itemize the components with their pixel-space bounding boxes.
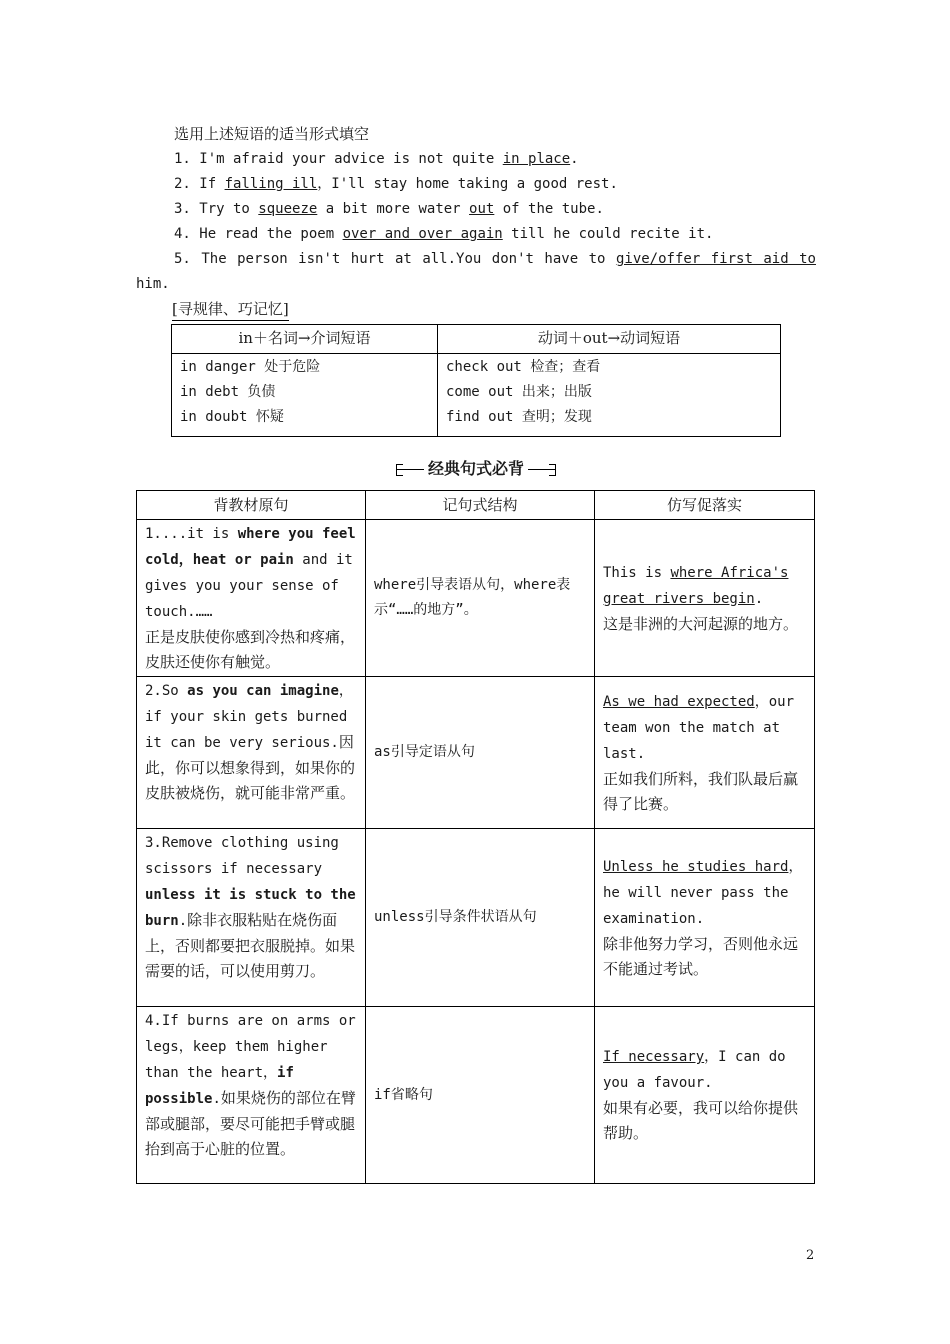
answer-blank: over and over again <box>342 226 503 242</box>
rules-col1-header: in＋名词→介词短语 <box>172 325 438 354</box>
list-item: check out 检查；查看 <box>446 359 601 375</box>
list-item: in doubt 怀疑 <box>180 409 284 425</box>
original-sentence-cell <box>137 677 366 829</box>
imitation-cell <box>595 1007 815 1184</box>
sentence-text: ，our team won the match at last. <box>603 693 795 762</box>
exercise-item-5 <box>136 247 816 297</box>
rules-col2-header: 动词＋out→动词短语 <box>438 325 781 354</box>
sentence-text: . <box>754 590 764 607</box>
sentence-table <box>136 490 815 1184</box>
table-row <box>137 677 815 829</box>
table-row <box>137 520 815 677</box>
structure-cell: unless引导条件状语从句 <box>366 829 595 1007</box>
item-text: 3. Try to <box>174 201 259 217</box>
answer-blank: where Africa's great rivers begin <box>603 564 789 607</box>
table-row <box>137 829 815 1007</box>
fill-in-exercise <box>136 122 816 297</box>
item-text: 1. I'm afraid your advice is not quite <box>174 151 503 167</box>
item-text: 4. He read the poem <box>174 226 343 242</box>
exercise-item-1 <box>136 147 816 172</box>
translation: 正是皮肤使你感到冷热和疼痛，皮肤还使你有触觉。 <box>145 628 356 671</box>
translation: 除非衣服粘贴在烧伤面上，否则都要把衣服脱掉。如果需要的话，可以使用剪刀。 <box>145 911 356 980</box>
sentence-text: . <box>178 913 188 929</box>
sentence-text: This is <box>603 564 671 581</box>
key-pattern: where you feel cold，heat or pain <box>145 526 356 568</box>
exercise-item-3 <box>136 197 816 222</box>
list-item: in danger 处于危险 <box>180 359 321 375</box>
imitation-cell <box>595 677 815 829</box>
list-item: in debt 负债 <box>180 384 276 400</box>
list-item: come out 出来；出版 <box>446 384 592 400</box>
sentence-text: ，he will never pass the examination. <box>603 858 803 927</box>
item-text: him. <box>136 276 170 292</box>
banner-title: 经典句式必背 <box>424 459 528 478</box>
sentence-text: and it gives you your sense of touch.…… <box>145 552 353 620</box>
item-text: ，I'll stay home taking a good rest. <box>317 176 618 192</box>
key-pattern: unless it is stuck to the burn <box>145 887 356 929</box>
sentence-text: 2.So <box>145 683 188 699</box>
exercise-item-2 <box>136 172 816 197</box>
translation: 这是非洲的大河起源的地方。 <box>603 614 799 633</box>
item-text: 2. If <box>174 176 225 192</box>
sent-header-imitate: 仿写促落实 <box>595 491 815 520</box>
imitation-cell <box>595 829 815 1007</box>
list-item: find out 查明；发现 <box>446 409 592 425</box>
rules-heading: [寻规律、巧记忆] <box>172 298 289 321</box>
imitation-cell <box>595 520 815 677</box>
translation: 除非他努力学习，否则他永远不能通过考试。 <box>603 934 799 978</box>
answer-blank: in place <box>502 151 571 167</box>
key-pattern: as you can imagine <box>187 683 339 699</box>
translation: 因此，你可以想象得到，如果你的皮肤被烧伤，就可能非常严重。 <box>145 733 356 802</box>
sent-header-structure: 记句式结构 <box>366 491 595 520</box>
answer-blank: give/offer first aid to <box>615 251 816 267</box>
rules-col1-cell <box>172 354 438 437</box>
phrase-rules-table <box>171 324 781 437</box>
rules-col2-cell <box>438 354 781 437</box>
key-pattern: if possible <box>145 1065 294 1107</box>
structure-cell: if省略句 <box>366 1007 595 1184</box>
table-row <box>137 1007 815 1184</box>
translation: 如果烧伤的部位在臂部或腿部，要尽可能把手臂或腿抬到高于心脏的位置。 <box>145 1089 356 1158</box>
answer-blank: Unless he studies hard <box>603 858 789 875</box>
translation: 正如我们所料，我们队最后赢得了比赛。 <box>603 769 799 813</box>
original-sentence-cell <box>137 829 366 1007</box>
item-text: till he could recite it. <box>502 226 714 242</box>
original-sentence-cell <box>137 1007 366 1184</box>
original-sentence-cell <box>137 520 366 677</box>
section-banner <box>396 457 556 481</box>
structure-cell: as引导定语从句 <box>366 677 595 829</box>
sentence-text: ，I can do you a favour. <box>603 1049 786 1091</box>
answer-blank: squeeze <box>258 201 318 217</box>
sentence-text: 1....it is <box>145 526 238 542</box>
sentence-text: . <box>212 1091 221 1107</box>
item-text: 5. The person isn't hurt at all.You don't have to <box>174 251 616 267</box>
page-number: 2 <box>806 1248 815 1263</box>
banner-right-bracket <box>549 464 556 476</box>
answer-blank: out <box>469 201 495 217</box>
translation: 如果有必要，我可以给你提供帮助。 <box>603 1099 799 1142</box>
sentence-text: 3.Remove clothing using scissors if necessary <box>145 835 339 877</box>
exercise-heading: 选用上述短语的适当形式填空 <box>174 125 370 143</box>
sent-header-original: 背教材原句 <box>137 491 366 520</box>
answer-blank: If necessary <box>603 1049 705 1065</box>
structure-cell: where引导表语从句，where表示“……的地方”。 <box>366 520 595 677</box>
answer-blank: As we had expected <box>603 693 755 710</box>
item-text: a bit more water <box>317 201 470 217</box>
item-text: of the tube. <box>494 201 604 217</box>
sentence-text: 4.If burns are on arms or legs，keep them higher than the heart， <box>145 1013 356 1081</box>
banner-left-bracket <box>396 464 403 476</box>
item-text: . <box>570 151 579 167</box>
sentence-text: ，if your skin gets burned it can be very serious. <box>145 683 353 751</box>
exercise-item-4 <box>136 222 816 247</box>
answer-blank: falling ill <box>224 176 318 192</box>
